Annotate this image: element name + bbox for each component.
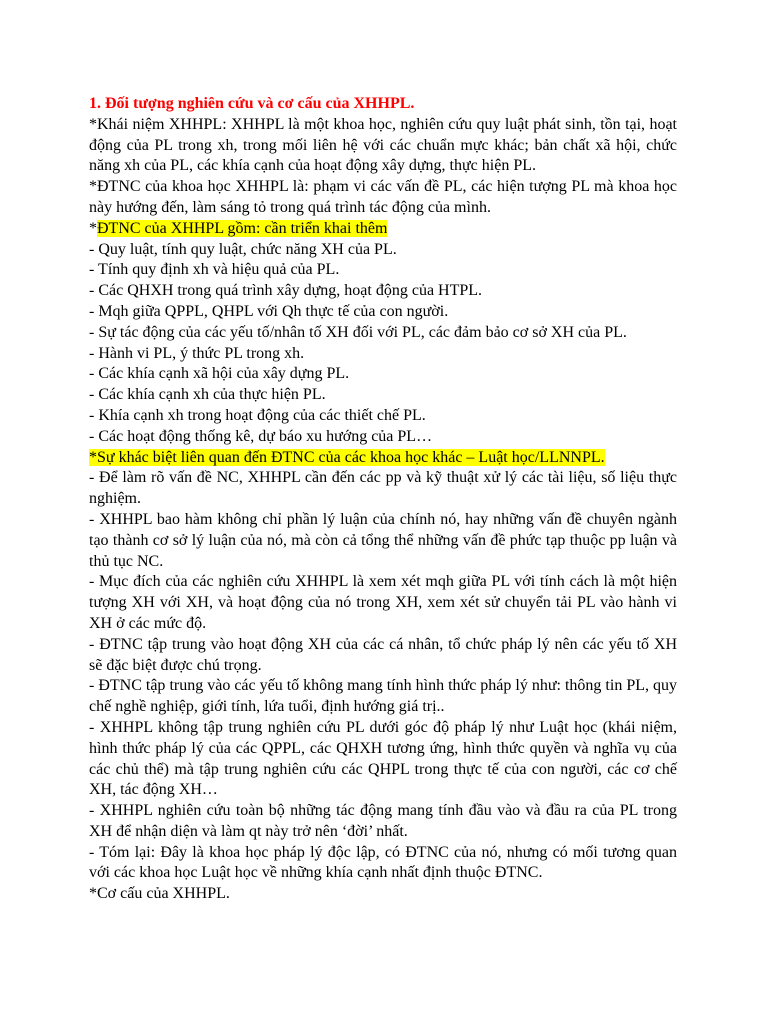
scope-item: - Sự tác động của các yếu tố/nhân tố XH đối với PL, các đảm bảo cơ sở XH của PL. — [89, 323, 627, 341]
difference-item: - Để làm rõ vấn đề NC, XHHPL cần đến các pp và kỹ thuật xử lý các tài liệu, số liệu thực nghiệm. — [89, 469, 677, 508]
object-paragraph: *ĐTNC của khoa học XHHPL là: phạm vi các vấn đề PL, các hiện tượng PL mà khoa học này hướng đến, làm sáng tỏ trong quá trình tác động của mình. — [89, 178, 677, 216]
scope-item: - Các khía cạnh xã hội của xây dựng PL. — [89, 365, 350, 383]
scope-item: - Mqh giữa QPPL, QHPL với Qh thực tế của con người. — [89, 302, 449, 320]
section-heading: 1. Đối tượng nghiên cứu và cơ cấu của XHHPL. — [89, 95, 415, 112]
scope-item: - Các QHXH trong quá trình xây dựng, hoạt động của HTPL. — [89, 282, 483, 300]
scope-item: - Hành vi PL, ý thức PL trong xh. — [89, 344, 305, 362]
scope-item: - Tính quy định xh và hiệu quả của PL. — [89, 261, 340, 279]
difference-heading — [89, 448, 677, 469]
scope-heading-highlight: ĐTNC của XHHPL gồm: cần triển khai thêm — [97, 219, 388, 237]
difference-item: - Mục đích của các nghiên cứu XHHPL là xem xét mqh giữa PL với tính cách là một hiện tượng XH với XH, và hoạt động của nó trong XH, xem xét sử chuyển tải PL vào hành vi XH ở các mức độ. — [89, 573, 677, 632]
scope-item: - Khía cạnh xh trong hoạt động của các thiết chế PL. — [89, 406, 426, 424]
difference-item: - ĐTNC tập trung vào hoạt động XH của các cá nhân, tổ chức pháp lý nên các yếu tố XH sẽ đặc biệt được chú trọng. — [89, 635, 677, 674]
scope-heading-prefix: * — [89, 219, 97, 237]
difference-heading-highlight: *Sự khác biệt liên quan đến ĐTNC của các khoa học khác – Luật học/LLNNPL. — [89, 448, 605, 466]
difference-item: - XHHPL nghiên cứu toàn bộ những tác động mang tính đầu vào và đầu ra của PL trong XH để nhận diện và làm qt này trở nên ‘đời’ nhất. — [89, 802, 677, 840]
scope-heading — [89, 219, 677, 240]
difference-item: - XHHPL bao hàm không chỉ phần lý luận của chính nó, hay những vấn đề chuyên ngành tạo thành cơ sở lý luận của nó, mà còn cả tổng thể những vấn đề phức tạp thuộc pp luận và thủ tục NC. — [89, 510, 677, 570]
difference-item: - ĐTNC tập trung vào các yếu tố không mang tính hình thức pháp lý như: thông tin PL, quy chế nghề nghiệp, giới tính, lứa tuổi, định hướng giá trị.. — [89, 677, 677, 716]
scope-item: - Các khía cạnh xh của thực hiện PL. — [89, 386, 326, 404]
difference-item: - XHHPL không tập trung nghiên cứu PL dưới góc độ pháp lý như Luật học (khái niệm, hình thức pháp lý của các QPPL, các QHXH tương ứng, hình thức quyền và nghĩa vụ của các chủ thể) mà tập trung nghiên cứu các QHPL trong thực tế của con người, các cơ chế XH, tác động XH… — [89, 718, 677, 799]
concept-paragraph: *Khái niệm XHHPL: XHHPL là một khoa học, nghiên cứu quy luật phát sinh, tồn tại, hoạt động của PL trong xh, trong mối liên hệ với các chuẩn mực khác; bản chất xã hội, chức năng xh của PL, các khía cạnh của hoạt động xây dựng, thực hiện PL. — [89, 115, 677, 175]
scope-item: - Quy luật, tính quy luật, chức năng XH của PL. — [89, 240, 397, 258]
document-body — [89, 94, 677, 905]
scope-item: - Các hoạt động thống kê, dự báo xu hướng của PL… — [89, 427, 433, 445]
difference-item: - Tóm lại: Đây là khoa học pháp lý độc lập, có ĐTNC của nó, nhưng có mối tương quan với các khoa học Luật học về những khía cạnh nhất định thuộc ĐTNC. — [89, 843, 677, 882]
structure-heading: *Cơ cấu của XHHPL. — [89, 885, 230, 903]
